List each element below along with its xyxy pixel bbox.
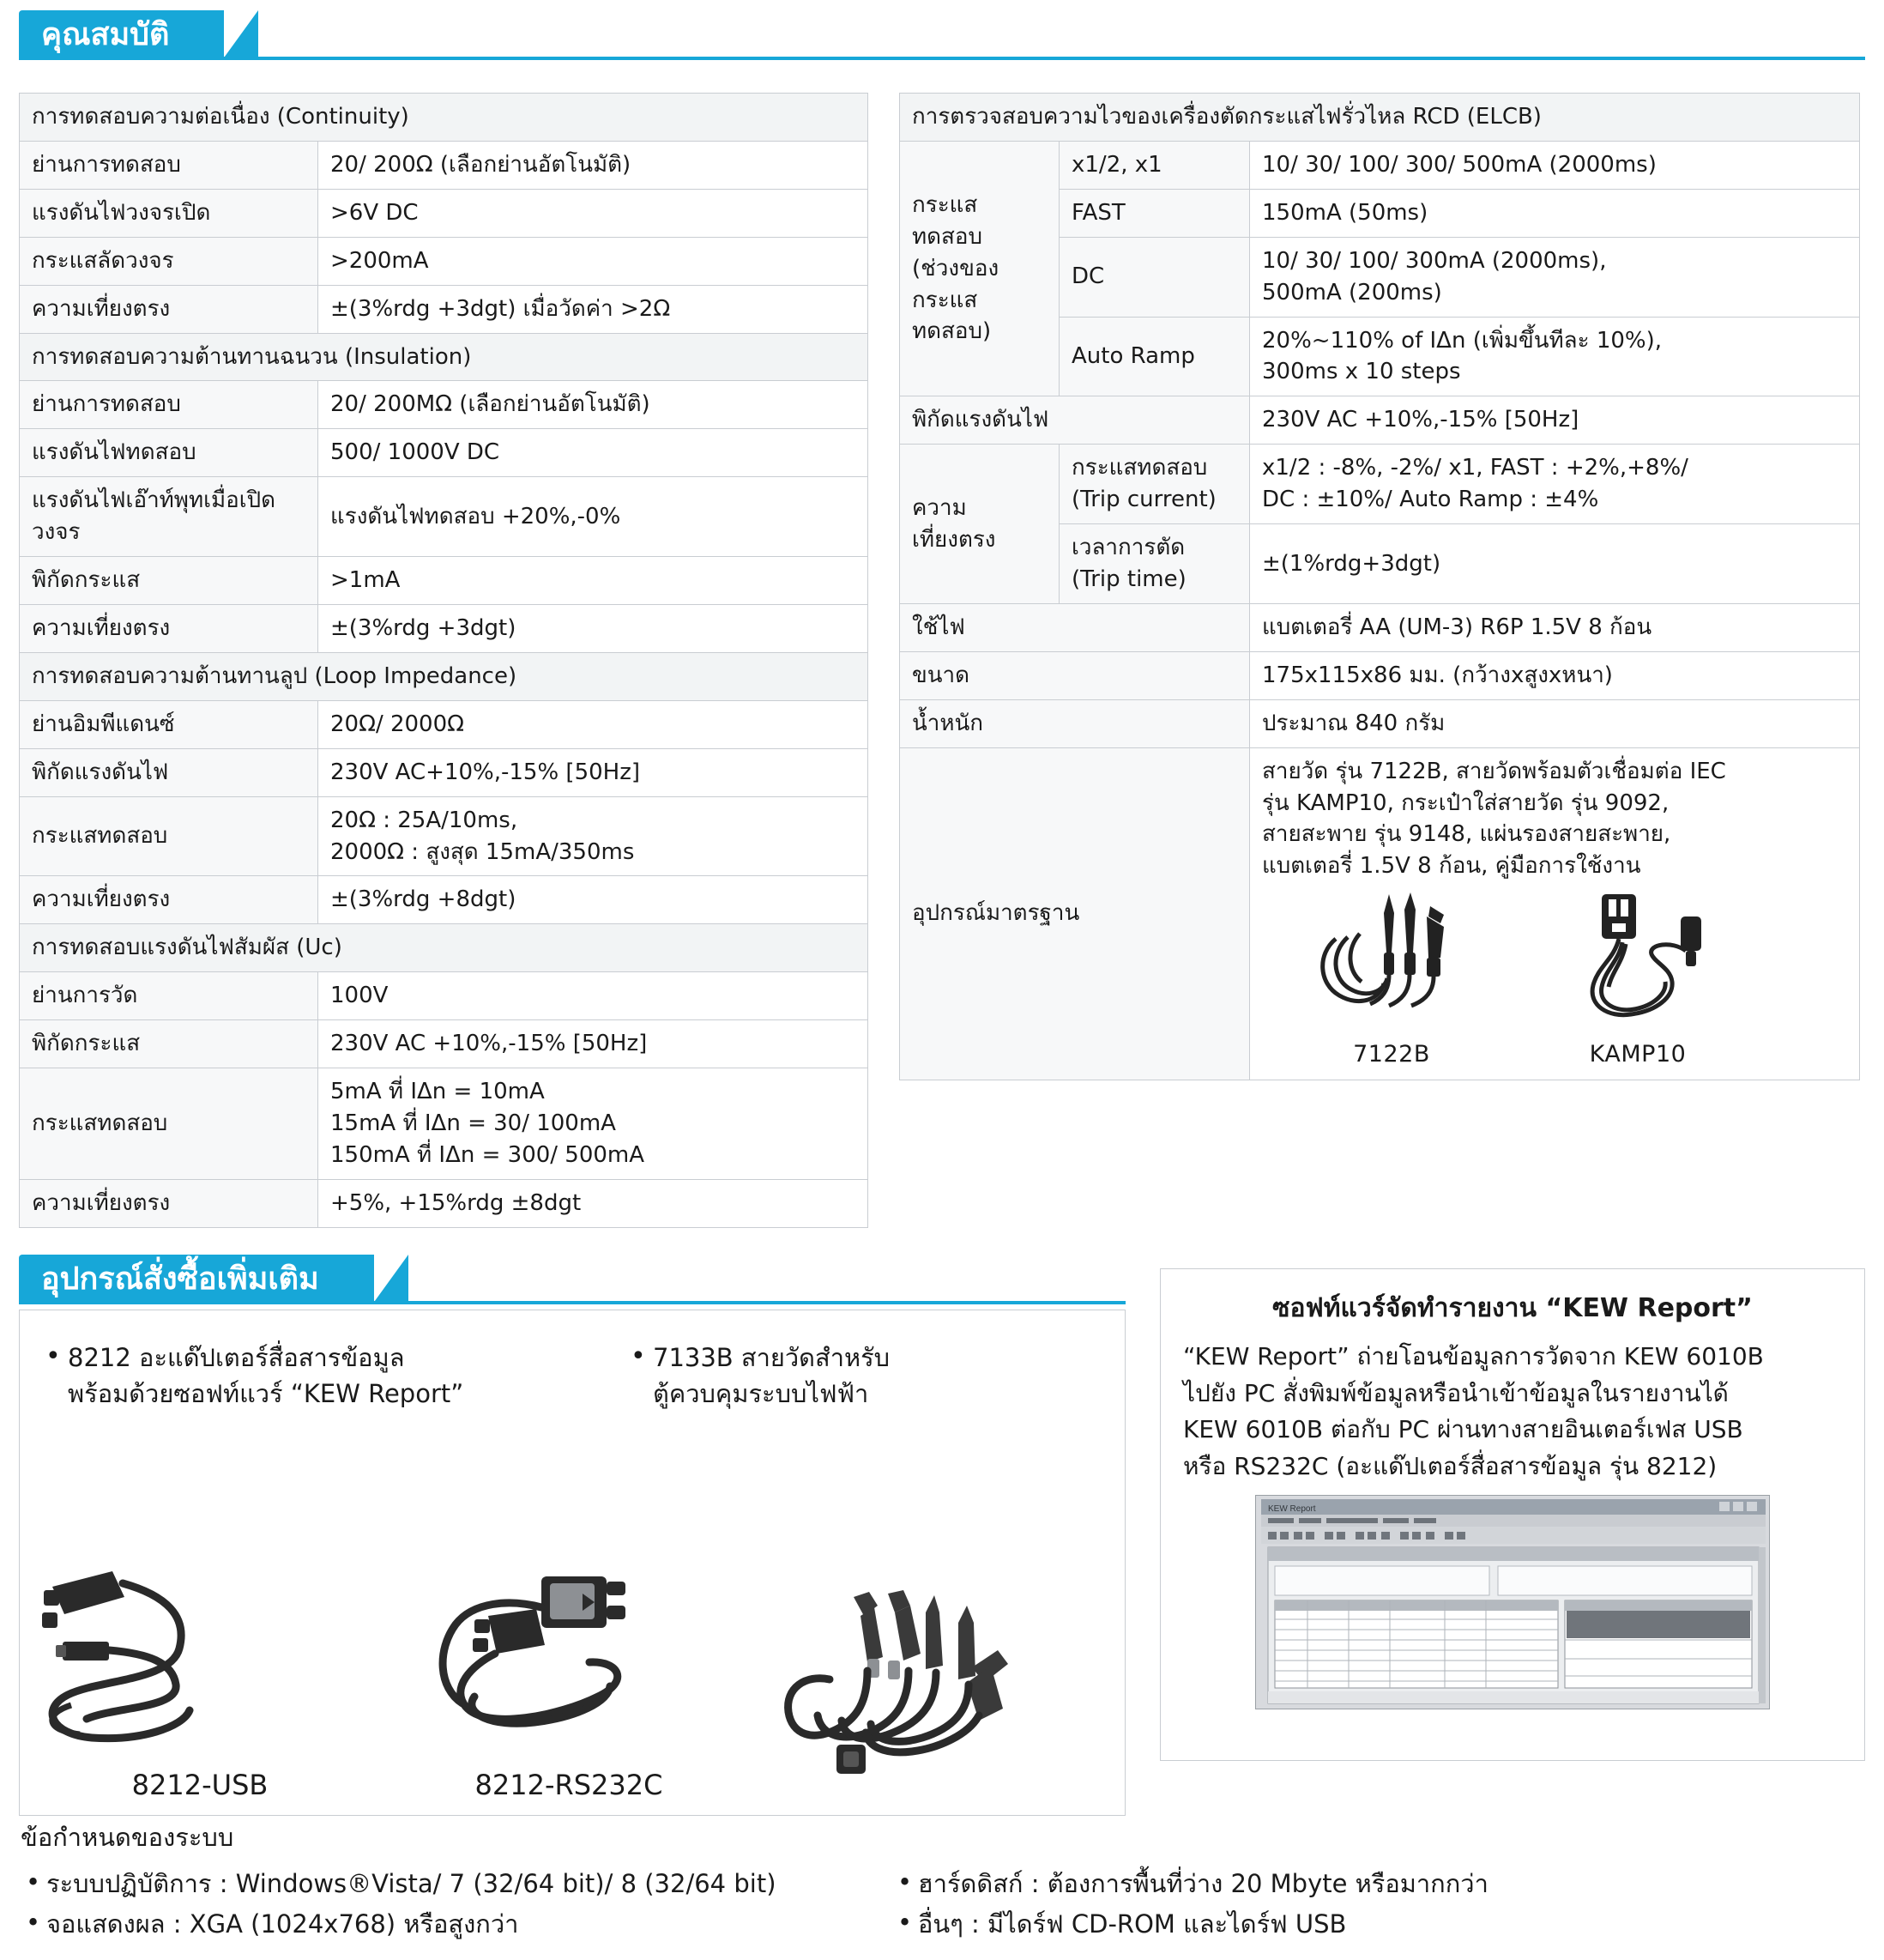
label-line: (Trip time) xyxy=(1072,566,1187,592)
table-row xyxy=(20,652,868,700)
table-row xyxy=(20,333,868,381)
accuracy-value-multiline xyxy=(1250,445,1860,524)
table-row xyxy=(20,1068,868,1180)
table-row xyxy=(20,141,868,189)
group-header: การทดสอบแรงดันไฟสัมผัส (Uc) xyxy=(20,924,868,972)
left-spec-table xyxy=(19,93,868,1228)
row-label: ย่านการทดสอบ xyxy=(20,381,318,429)
value-line: 10/ 30/ 100/ 300mA (2000ms), xyxy=(1262,247,1607,274)
kew-report-title: ซอฟท์แวร์จัดทำรายงาน “KEW Report” xyxy=(1272,1293,1753,1323)
accessory-caption: KAMP10 xyxy=(1589,1041,1687,1068)
optional-accessories-section xyxy=(19,1255,1126,1816)
product-caption: 8212-RS232C xyxy=(474,1769,663,1801)
optional-bullet-8212 xyxy=(39,1340,571,1412)
right-spec-column xyxy=(899,93,1860,1080)
specifications-area xyxy=(19,93,1865,1228)
list-item: • 8212 อะแด๊ปเตอร์สื่อสารข้อมูล xyxy=(39,1340,571,1376)
body-line: “KEW Report” ถ่ายโอนข้อมูลการวัดจาก KEW 6010B xyxy=(1183,1342,1764,1370)
test-mode-label: x1/2, x1 xyxy=(1060,141,1250,189)
table-row xyxy=(20,924,868,972)
list-item: • จอแสดงผล : XGA (1024x768) หรือสูงกว่า xyxy=(21,1904,879,1945)
table-row xyxy=(20,748,868,796)
list-item: • ฮาร์ดดิสก์ : ต้องการพื้นที่ว่าง 20 Mbyte หรือมากกว่า xyxy=(892,1864,1736,1904)
table-row xyxy=(20,189,868,237)
product-caption: 8212-USB xyxy=(131,1769,269,1801)
test-mode-label: DC xyxy=(1060,237,1250,317)
test-mode-label: Auto Ramp xyxy=(1060,317,1250,396)
label-line: (ช่วงของ xyxy=(912,255,999,281)
product-8212-usb xyxy=(20,1559,380,1801)
row-label: กระแสทดสอบ xyxy=(20,1068,318,1180)
row-value: 20Ω/ 2000Ω xyxy=(318,700,868,748)
group-header: การตรวจสอบความไวของเครื่องตัดกระแสไฟรั่วไหล RCD (ELCB) xyxy=(900,94,1860,142)
features-tab-rule xyxy=(19,57,1865,60)
accessory-caption: 7122B xyxy=(1353,1041,1430,1068)
value-line: 20Ω : 25A/10ms, xyxy=(330,807,518,833)
row-value: แรงดันไฟทดสอบ +20%,-0% xyxy=(318,477,868,557)
optional-accessories-box xyxy=(19,1310,1126,1816)
row-value: ±(3%rdg +8dgt) xyxy=(318,876,868,924)
table-row xyxy=(20,381,868,429)
test-lead-7122b-icon xyxy=(1310,887,1473,1033)
test-mode-value-multiline xyxy=(1250,317,1860,396)
list-item: • 7133B สายวัดสำหรับ xyxy=(624,1340,991,1376)
row-value: 230V AC+10%,-15% [50Hz] xyxy=(318,748,868,796)
value-line: 2000Ω : สูงสุด 15mA/350ms xyxy=(330,838,635,865)
optional-tab-label: อุปกรณ์สั่งซื้อเพิ่มเติม xyxy=(19,1255,374,1304)
row-value: ±(3%rdg +3dgt) เมื่อวัดค่า >2Ω xyxy=(318,285,868,333)
table-row xyxy=(20,429,868,477)
row-label: พิกัดแรงดันไฟ xyxy=(900,396,1250,445)
table-row xyxy=(20,1179,868,1227)
test-mode-value: 10/ 30/ 100/ 300/ 500mA (2000ms) xyxy=(1250,141,1860,189)
value-line: แบตเตอรี่ 1.5V 8 ก้อน, คู่มือการใช้งาน xyxy=(1262,853,1641,880)
value-line: DC : ±10%/ Auto Ramp : ±4% xyxy=(1262,487,1599,513)
value-line: x1/2 : -8%, -2%/ x1, FAST : +2%,+8%/ xyxy=(1262,455,1688,481)
group-header: การทดสอบความต่อเนื่อง (Continuity) xyxy=(20,94,868,142)
row-label: แรงดันไฟทดสอบ xyxy=(20,429,318,477)
test-lead-set-7133b-icon xyxy=(758,1575,1032,1798)
standard-accessories-label: อุปกรณ์มาตรฐาน xyxy=(900,747,1250,1080)
body-line: KEW 6010B ต่อกับ PC ผ่านทางสายอินเตอร์เฟส USB xyxy=(1183,1415,1743,1444)
test-mode-value: 150mA (50ms) xyxy=(1250,189,1860,237)
optional-section-header xyxy=(19,1255,1126,1304)
table-row xyxy=(900,94,1860,142)
row-value: +5%, +15%rdg ±8dgt xyxy=(318,1179,868,1227)
usb-adapter-cable-icon xyxy=(20,1559,277,1765)
optional-product-images xyxy=(20,1559,1125,1801)
row-value: >200mA xyxy=(318,237,868,285)
row-label: น้ำหนัก xyxy=(900,699,1250,747)
row-label: ความเที่ยงตรง xyxy=(20,604,318,652)
row-label: ความเที่ยงตรง xyxy=(20,1179,318,1227)
system-requirements-title: ข้อกำหนดของระบบ xyxy=(21,1823,234,1852)
group-header: การทดสอบความต้านทานฉนวน (Insulation) xyxy=(20,333,868,381)
label-line: (Trip current) xyxy=(1072,487,1217,513)
system-requirements-columns xyxy=(21,1864,1857,1945)
table-row xyxy=(20,477,868,557)
system-requirements-section xyxy=(21,1818,1857,1945)
table-row xyxy=(20,557,868,605)
features-section-header xyxy=(19,10,1865,60)
row-value: 230V AC +10%,-15% [50Hz] xyxy=(1250,396,1860,445)
table-row xyxy=(900,651,1860,699)
row-label: พิกัดแรงดันไฟ xyxy=(20,748,318,796)
kew-report-screenshot xyxy=(1255,1495,1770,1709)
features-tab-label: คุณสมบัติ xyxy=(19,10,224,60)
value-line: 15mA ที่ IΔn = 30/ 100mA xyxy=(330,1110,616,1136)
row-value-multiline xyxy=(318,1068,868,1180)
accuracy-sub-label xyxy=(1060,524,1250,604)
label-line: กระแส xyxy=(912,287,978,313)
row-label: ย่านการทดสอบ xyxy=(20,141,318,189)
row-value: 100V xyxy=(318,972,868,1020)
table-row xyxy=(900,699,1860,747)
row-label: พิกัดกระแส xyxy=(20,1020,318,1068)
product-7133b xyxy=(758,1575,1101,1801)
kew-report-window-icon xyxy=(1256,1496,1770,1709)
table-row xyxy=(900,445,1860,524)
kew-window-title: KEW Report xyxy=(1268,1504,1316,1515)
table-row xyxy=(20,796,868,876)
value-line: รุ่น KAMP10, กระเป๋าใส่สายวัด รุ่น 9092, xyxy=(1262,789,1670,816)
row-label: ย่านการวัด xyxy=(20,972,318,1020)
accuracy-label xyxy=(900,445,1060,604)
group-header: การทดสอบความต้านทานลูป (Loop Impedance) xyxy=(20,652,868,700)
table-row xyxy=(20,876,868,924)
kew-report-panel xyxy=(1160,1268,1865,1761)
value-line: 150mA ที่ IΔn = 300/ 500mA xyxy=(330,1141,645,1168)
test-current-label xyxy=(900,141,1060,396)
optional-tab-rule xyxy=(19,1301,1126,1304)
body-line: ไปยัง PC สั่งพิมพ์ข้อมูลหรือนำเข้าข้อมูลในรายงานได้ xyxy=(1183,1378,1729,1407)
test-mode-value-multiline xyxy=(1250,237,1860,317)
table-row xyxy=(20,94,868,142)
value-line: 5mA ที่ IΔn = 10mA xyxy=(330,1079,545,1105)
table-row xyxy=(900,396,1860,445)
row-value: >6V DC xyxy=(318,189,868,237)
row-label: แรงดันไฟเอ๊าท์พุทเมื่อเปิดวงจร xyxy=(20,477,318,557)
row-value-multiline xyxy=(318,796,868,876)
accuracy-value: ±(1%rdg+3dgt) xyxy=(1250,524,1860,604)
table-row xyxy=(20,700,868,748)
row-value: 500/ 1000V DC xyxy=(318,429,868,477)
iec-lead-kamp10-icon xyxy=(1552,887,1724,1033)
standard-accessories-images xyxy=(1262,887,1847,1071)
left-spec-column xyxy=(19,93,868,1228)
optional-bullet-7133b xyxy=(596,1340,991,1412)
row-label: ความเที่ยงตรง xyxy=(20,285,318,333)
row-value: แบตเตอรี่ AA (UM-3) R6P 1.5V 8 ก้อน xyxy=(1250,603,1860,651)
table-row xyxy=(20,972,868,1020)
accessory-kamp10 xyxy=(1552,887,1724,1071)
value-line: 300ms x 10 steps xyxy=(1262,359,1461,385)
test-mode-label: FAST xyxy=(1060,189,1250,237)
value-line: สายสะพาย รุ่น 9148, แผ่นรองสายสะพาย, xyxy=(1262,821,1671,848)
table-row xyxy=(20,285,868,333)
product-8212-rs232c xyxy=(380,1559,758,1801)
label-line: ทดสอบ xyxy=(912,223,983,250)
row-label: แรงดันไฟวงจรเปิด xyxy=(20,189,318,237)
body-line: หรือ RS232C (อะแด๊ปเตอร์สื่อสารข้อมูล รุ่น 8212) xyxy=(1183,1451,1718,1480)
row-label: กระแสลัดวงจร xyxy=(20,237,318,285)
table-row xyxy=(20,1020,868,1068)
system-requirements-right xyxy=(879,1864,1736,1945)
row-value: 20/ 200Ω (เลือกย่านอัตโนมัติ) xyxy=(318,141,868,189)
table-row xyxy=(900,141,1860,189)
label-line: กระแสทดสอบ xyxy=(1072,455,1208,481)
table-row xyxy=(900,747,1860,1080)
row-label: ย่านอิมพีแดนซ์ xyxy=(20,700,318,748)
value-line: สายวัด รุ่น 7122B, สายวัดพร้อมตัวเชื่อมต่อ IEC xyxy=(1262,758,1726,784)
row-label: ขนาด xyxy=(900,651,1250,699)
rcd-spec-table xyxy=(899,93,1860,1080)
row-value: >1mA xyxy=(318,557,868,605)
system-requirements-left xyxy=(21,1864,879,1945)
list-item: • อื่นๆ : มีไดร์ฟ CD-ROM และไดร์ฟ USB xyxy=(892,1904,1736,1945)
label-line: เที่ยงตรง xyxy=(912,526,996,553)
rs232c-adapter-cable-icon xyxy=(380,1559,646,1765)
accuracy-sub-label xyxy=(1060,445,1250,524)
label-line: ทดสอบ) xyxy=(912,318,992,345)
label-line: ความ xyxy=(912,494,967,521)
kew-report-body xyxy=(1183,1339,1842,1485)
list-item-sub: พร้อมด้วยซอฟท์แวร์ “KEW Report” xyxy=(68,1379,464,1409)
row-value: ±(3%rdg +3dgt) xyxy=(318,604,868,652)
list-item: • ระบบปฏิบัติการ : Windows®Vista/ 7 (32/64 bit)/ 8 (32/64 bit) xyxy=(21,1864,879,1904)
label-line: เวลาการตัด xyxy=(1072,535,1186,561)
row-value: 230V AC +10%,-15% [50Hz] xyxy=(318,1020,868,1068)
row-value: 20/ 200MΩ (เลือกย่านอัตโนมัติ) xyxy=(318,381,868,429)
standard-accessories-value xyxy=(1250,747,1860,1080)
row-value: 175x115x86 มม. (กว้างxสูงxหนา) xyxy=(1250,651,1860,699)
table-row xyxy=(20,237,868,285)
value-line: 500mA (200ms) xyxy=(1262,279,1442,305)
optional-bullets xyxy=(39,1340,1106,1412)
label-line: กระแส xyxy=(912,191,978,218)
table-row xyxy=(900,603,1860,651)
accessory-7122b xyxy=(1310,887,1473,1071)
row-label: กระแสทดสอบ xyxy=(20,796,318,876)
value-line: 20%~110% of IΔn (เพิ่มขึ้นทีละ 10%), xyxy=(1262,327,1663,354)
list-item-sub: ตู้ควบคุมระบบไฟฟ้า xyxy=(653,1379,869,1409)
row-value: ประมาณ 840 กรัม xyxy=(1250,699,1860,747)
table-row xyxy=(20,604,868,652)
row-label: ความเที่ยงตรง xyxy=(20,876,318,924)
row-label: พิกัดกระแส xyxy=(20,557,318,605)
row-label: ใช้ไฟ xyxy=(900,603,1250,651)
